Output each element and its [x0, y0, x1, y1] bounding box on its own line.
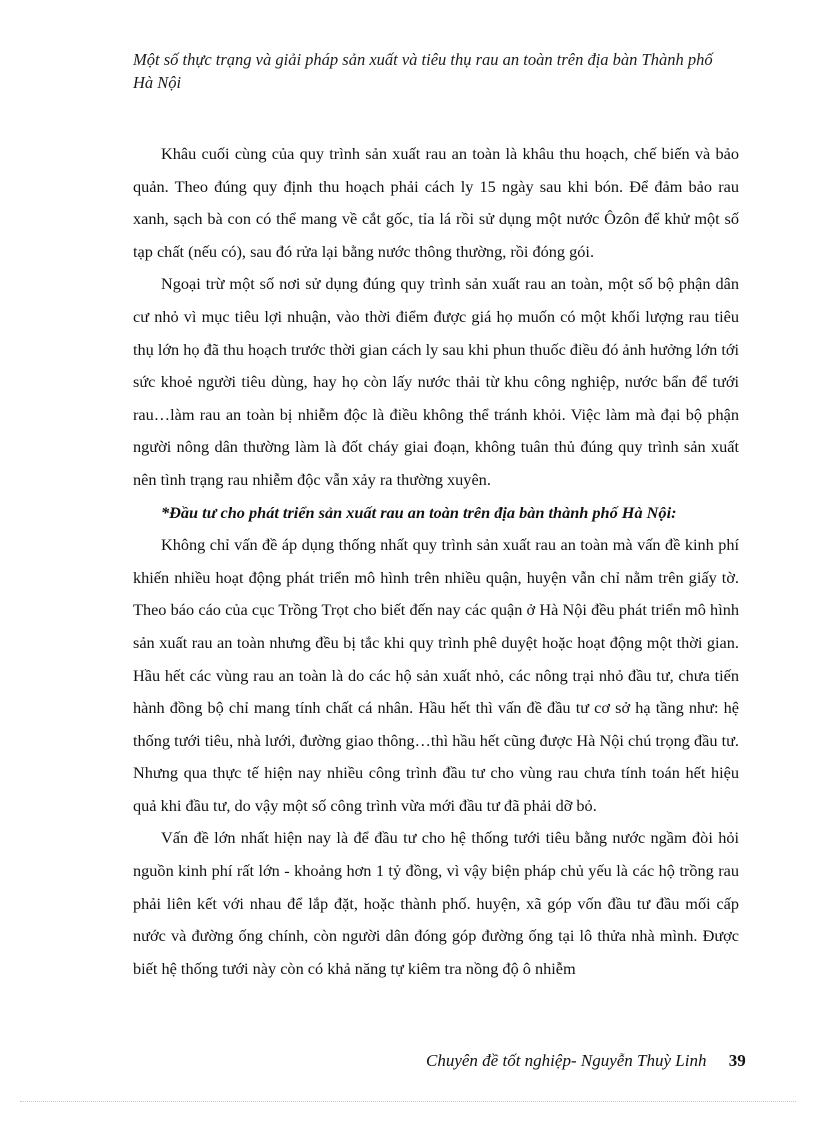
footer-author: Chuyên đề tốt nghiệp- Nguyễn Thuỳ Linh [426, 1051, 707, 1070]
running-header: Một số thực trạng và giải pháp sản xuất và tiêu thụ rau an toàn trên địa bàn Thành phố Hà Nội [133, 50, 713, 92]
paragraph: Vấn đề lớn nhất hiện nay là để đầu tư cho hệ thống tưới tiêu bằng nước ngầm đòi hỏi nguồn kinh phí rất lớn - khoảng hơn 1 tỷ đồng, vì vậy biện pháp chủ yếu là các hộ trồng rau phải liên kết với nhau để lắp đặt, hoặc thành phố. huyện, xã góp vốn đầu tư đầu mối cấp nước và đường ống chính, còn người dân đóng góp đường ống tại lô thửa nhà mình. Được biết hệ thống tưới này còn có khả năng tự kiêm tra nồng độ ô nhiễm [133, 828, 739, 978]
paragraph: Không chỉ vấn đề áp dụng thống nhất quy trình sản xuất rau an toàn mà vấn đề kinh phí khiến nhiều hoạt động phát triển mô hình trên nhiều quận, huyện vẫn chỉ nằm trên giấy tờ. Theo báo cáo của cục Trồng Trọt cho biết đến nay các quận ở Hà Nội đều phát triển mô hình sản xuất rau an toàn nhưng đều bị tắc khi quy trình phê duyệt hoặc hoạt động một thời gian. Hầu hết các vùng rau an toàn là do các hộ sản xuất nhỏ, các nông trại nhỏ đầu tư, chưa tiến hành đồng bộ chỉ mang tính chất cá nhân. Hầu hết thì vấn đề đầu tư cơ sở hạ tầng như: hệ thống tưới tiêu, nhà lưới, đường giao thông…thì hầu hết cũng được Hà Nội chú trọng đầu tư. Nhưng qua thực tế hiện nay nhiều công trình đầu tư cho vùng rau chưa tính toán hết hiệu quả khi đầu tư, do vậy một số công trình vừa mới đầu tư đã phải dỡ bỏ. [133, 535, 739, 815]
page-bottom-divider [20, 1101, 796, 1102]
section-subheading: *Đầu tư cho phát triển sản xuất rau an toàn trên địa bàn thành phố Hà Nội: [161, 502, 677, 522]
body-text [133, 138, 739, 985]
paragraph: Khâu cuối cùng của quy trình sản xuất rau an toàn là khâu thu hoạch, chế biến và bảo quản. Theo đúng quy định thu hoạch phải cách ly 15 ngày sau khi bón. Để đảm bảo rau xanh, sạch bà con có thể mang về cắt gốc, tỉa lá rồi sử dụng một nước Ôzôn để khử một số tạp chất (nếu có), sau đó rửa lại bằng nước thông thường, rồi đóng gói. [133, 144, 739, 261]
page-footer [426, 1051, 766, 1071]
paragraph: Ngoại trừ một số nơi sử dụng đúng quy trình sản xuất rau an toàn, một số bộ phận dân cư nhỏ vì mục tiêu lợi nhuận, vào thời điểm được giá họ muốn có một khối lượng rau tiêu thụ lớn họ đã thu hoạch trước thời gian cách ly sau khi phun thuốc điều đó ảnh hưởng lớn tới sức khoẻ người tiêu dùng, hay họ còn lấy nước thải từ khu công nghiệp, nước bẩn để tưới rau…làm rau an toàn bị nhiễm độc là điều không thể tránh khỏi. Việc làm mà đại bộ phận người nông dân thường làm là đốt cháy giai đoạn, không tuân thủ đúng quy trình sản xuất nên tình trạng rau nhiễm độc vẫn xảy ra thường xuyên. [133, 274, 739, 489]
page-number: 39 [728, 1051, 746, 1070]
